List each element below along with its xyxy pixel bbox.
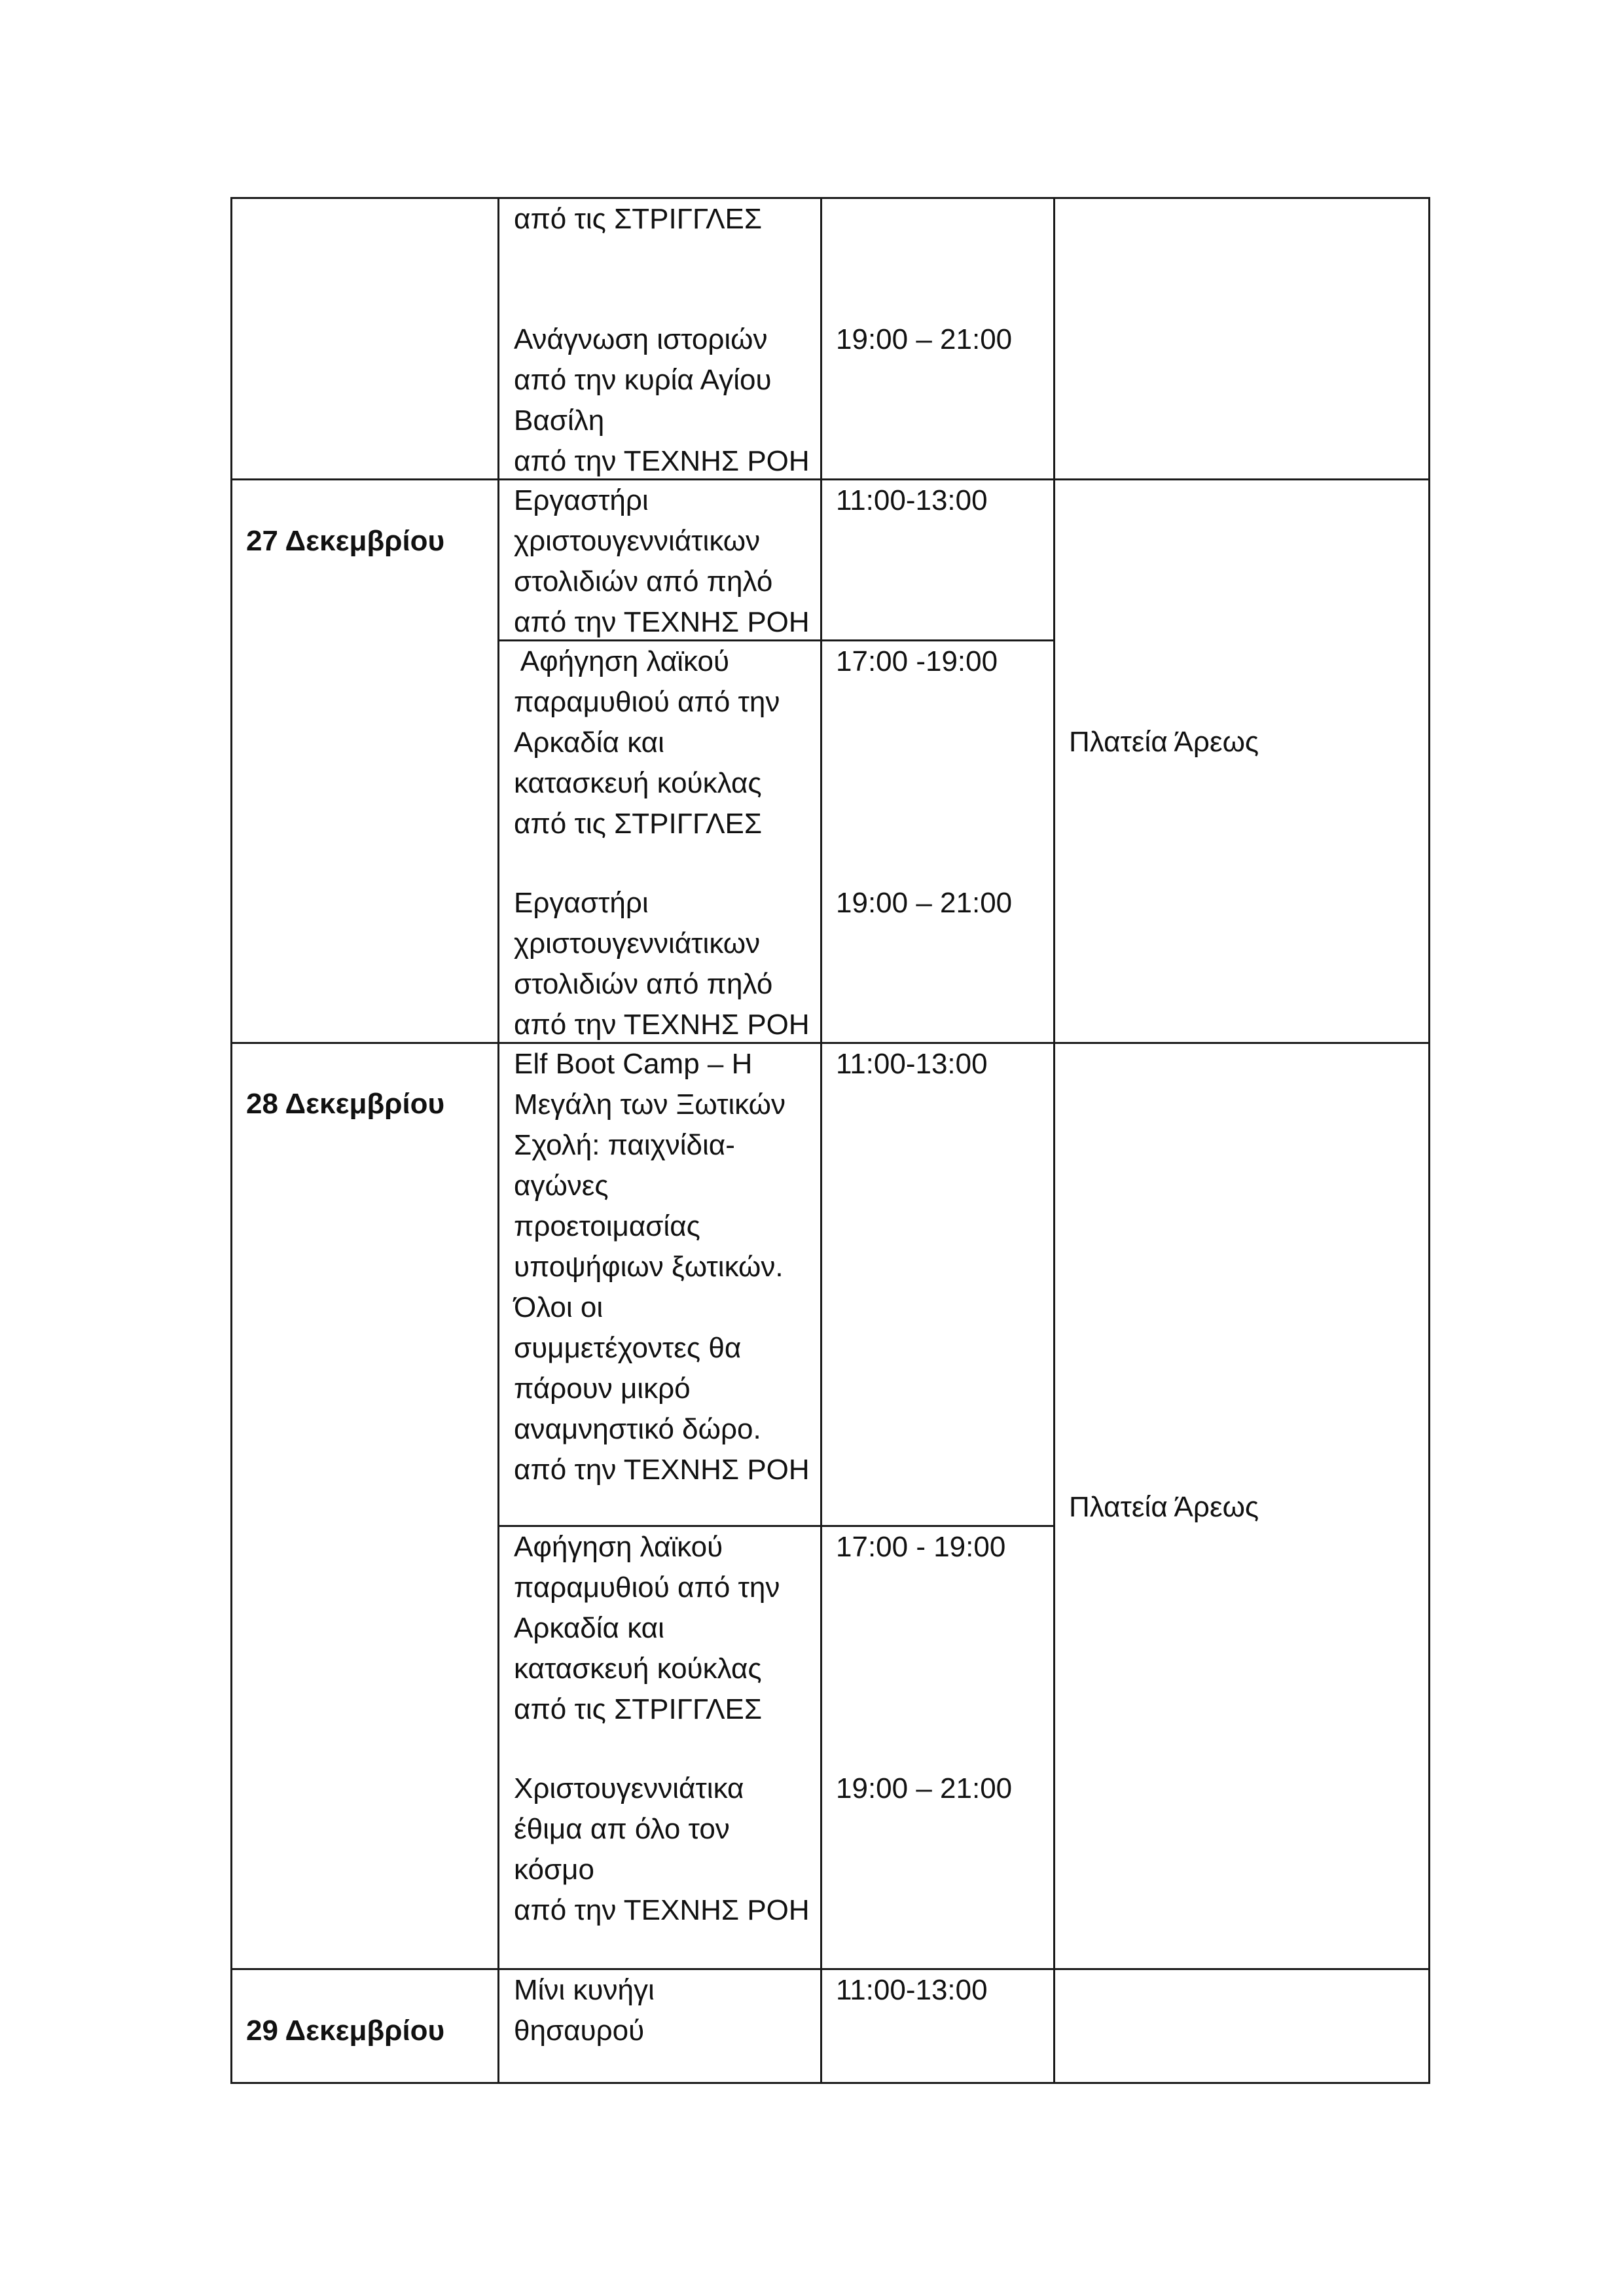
column-divider [1053, 197, 1055, 2084]
table-border-bottom [230, 2082, 1430, 2084]
event-place: Πλατεία Άρεως [1069, 726, 1259, 758]
row-divider [230, 478, 1430, 480]
event-description: Μίνι κυνήγι θησαυρού [514, 1974, 655, 2047]
row-date: 28 Δεκεμβρίου [246, 1088, 445, 1120]
column-divider [497, 197, 499, 2084]
event-description: από τις ΣΤΡΙΓΓΛΕΣ [514, 203, 763, 235]
row-date: 29 Δεκεμβρίου [246, 2015, 445, 2047]
event-place: Πλατεία Άρεως [1069, 1491, 1259, 1523]
event-description: Ανάγνωση ιστοριών από την κυρία Αγίου Βασίλη από την ΤΕΧΝΗΣ ΡΟΗ [514, 323, 810, 477]
event-description: Εργαστήρι χριστουγεννιάτικων στολιδιών από πηλό από την ΤΕΧΝΗΣ ΡΟΗ [514, 887, 810, 1041]
table-border-right [1428, 197, 1430, 2084]
event-description: Εργαστήρι χριστουγεννιάτικων στολιδιών από πηλό από την ΤΕΧΝΗΣ ΡΟΗ [514, 484, 810, 638]
event-time: 17:00 -19:00 [836, 645, 998, 677]
event-description: Αφήγηση λαϊκού παραμυθιού από την Αρκαδία και κατασκευή κούκλας από τις ΣΤΡΙΓΓΛΕΣ [514, 1531, 780, 1725]
event-time: 19:00 – 21:00 [836, 1772, 1013, 1804]
row-divider [230, 1968, 1430, 1970]
event-time: 19:00 – 21:00 [836, 887, 1013, 919]
row-divider [230, 1042, 1430, 1044]
event-time: 19:00 – 21:00 [836, 323, 1013, 355]
table-border-top [230, 197, 1430, 199]
event-time: 11:00-13:00 [836, 1974, 988, 2006]
event-time: 11:00-13:00 [836, 1048, 988, 1080]
event-description: Χριστουγεννιάτικα έθιμα απ όλο τον κόσμο από την ΤΕΧΝΗΣ ΡΟΗ [514, 1772, 810, 1926]
event-time: 11:00-13:00 [836, 484, 988, 516]
column-divider [820, 197, 822, 2084]
row-date: 27 Δεκεμβρίου [246, 525, 445, 557]
table-border-left [230, 197, 232, 2084]
event-description: Αφήγηση λαϊκού παραμυθιού από την Αρκαδία και κατασκευή κούκλας από τις ΣΤΡΙΓΓΛΕΣ [514, 645, 780, 840]
event-description: Elf Boot Camp – Η Μεγάλη των Ξωτικών Σχολή: παιχνίδια- αγώνες προετοιμασίας υποψήφιων ξωτικών. Όλοι οι συμμετέχοντες θα πάρουν μικρό αναμνηστικό δώρο. από την ΤΕΧΝΗΣ ΡΟΗ [514, 1048, 810, 1486]
event-time: 17:00 - 19:00 [836, 1531, 1006, 1563]
